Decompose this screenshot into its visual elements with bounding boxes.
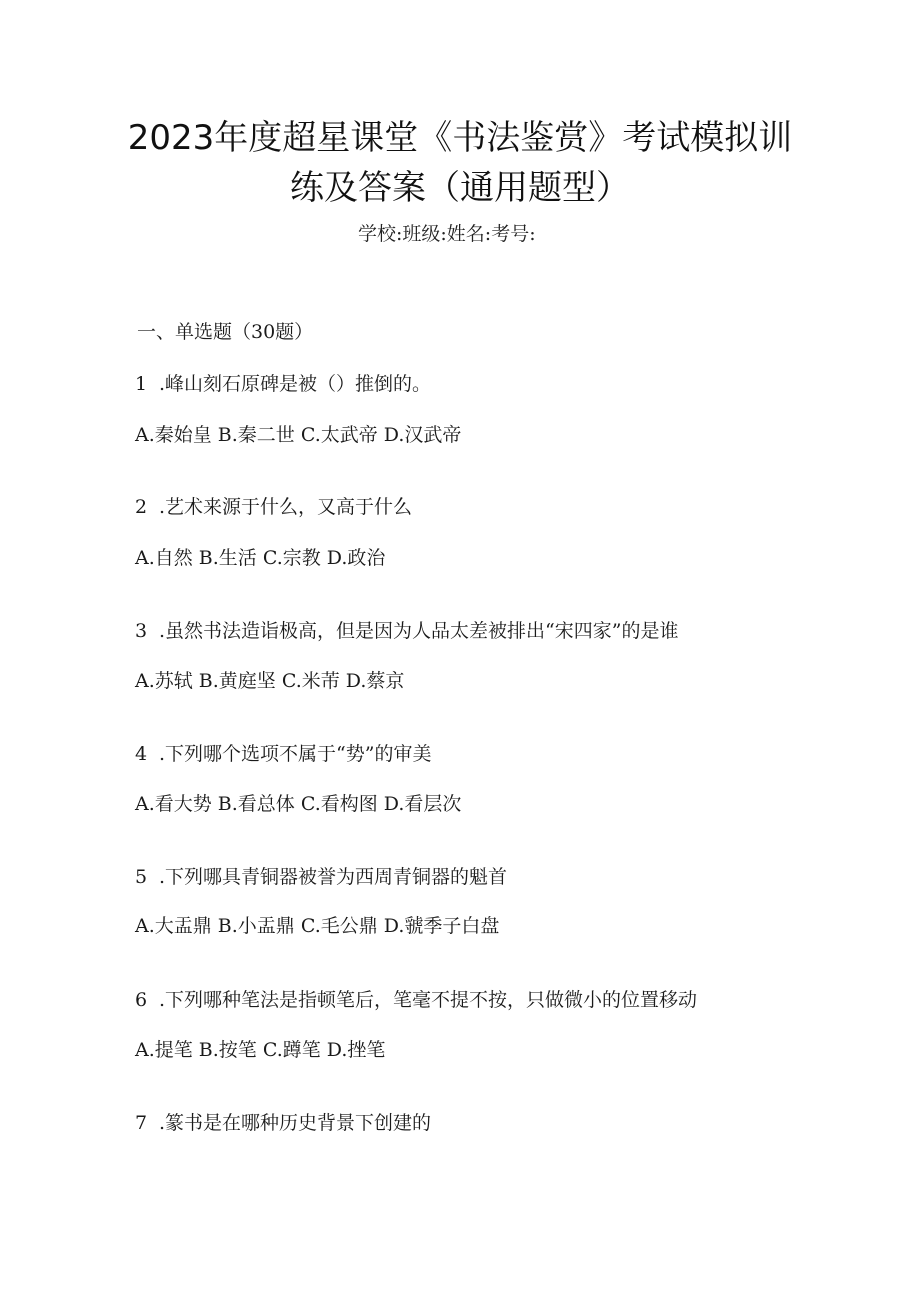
question-2-options: A.自然 B.生活 C.宗教 D.政治: [135, 547, 386, 569]
question-number: 2: [135, 496, 148, 518]
question-text: .下列哪具青铜器被誉为西周青铜器的魁首: [159, 866, 508, 888]
section-heading: 一、单选题（30题）: [137, 321, 314, 343]
question-5: [135, 862, 507, 889]
question-7: [135, 1108, 431, 1135]
question-number: 5: [135, 866, 148, 888]
question-number: 4: [135, 743, 148, 765]
question-1: [135, 369, 431, 396]
question-2: [135, 492, 412, 519]
question-text: .篆书是在哪种历史背景下创建的: [159, 1112, 432, 1134]
question-6: [135, 985, 697, 1012]
question-5-options: A.大盂鼎 B.小盂鼎 C.毛公鼎 D.虢季子白盘: [135, 915, 500, 937]
question-4-options: A.看大势 B.看总体 C.看构图 D.看层次: [135, 793, 462, 815]
question-text: .虽然书法造诣极高，但是因为人品太差被排出“宋四家”的是谁: [159, 620, 679, 642]
question-3-options: A.苏轼 B.黄庭坚 C.米芾 D.蔡京: [135, 670, 405, 692]
question-1-options: A.秦始皇 B.秦二世 C.太武帝 D.汉武帝: [135, 424, 462, 446]
question-3: [135, 616, 678, 643]
question-text: .下列哪种笔法是指顿笔后，笔毫不提不按，只做微小的位置移动: [159, 989, 698, 1011]
document-title-line-2: 练及答案（通用题型）: [290, 168, 630, 208]
question-number: 7: [135, 1112, 148, 1134]
question-text: .下列哪个选项不属于“势”的审美: [159, 743, 432, 765]
student-info-line: 学校:班级:姓名:考号:: [358, 223, 536, 245]
question-6-options: A.提笔 B.按笔 C.蹲笔 D.挫笔: [135, 1039, 386, 1061]
question-text: .峰山刻石原碑是被（）推倒的。: [159, 373, 432, 395]
document-title-line-1: 2023年度超星课堂《书法鉴赏》考试模拟训: [127, 118, 793, 158]
question-4: [135, 739, 431, 766]
question-number: 3: [135, 620, 148, 642]
question-number: 1: [135, 373, 148, 395]
question-text: .艺术来源于什么，又高于什么: [159, 496, 413, 518]
question-number: 6: [135, 989, 148, 1011]
